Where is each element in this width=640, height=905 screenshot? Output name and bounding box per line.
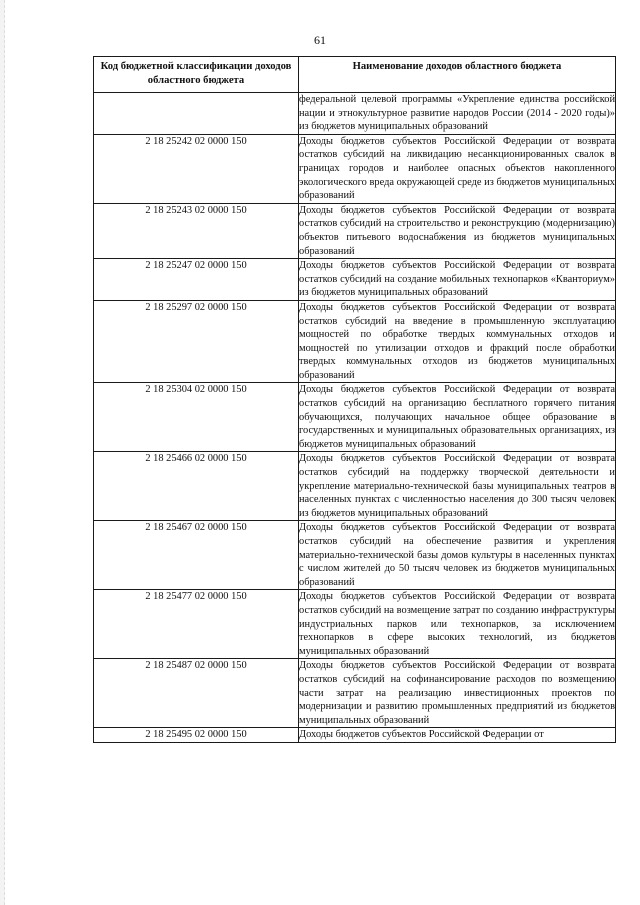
table-row [94,203,616,258]
table-row [94,452,616,521]
name-cell: Доходы бюджетов субъектов Российской Федерации от возврата остатков субсидий на обеспечение развития и укрепления материально-технической базы домов культуры в населенных пунктах с числом жителей до 50 тысяч человек из бюджетов муниципальных образований [299,521,616,590]
name-cell: Доходы бюджетов субъектов Российской Федерации от возврата остатков субсидий на софинансирование расходов по возмещению части затрат на реализацию инвестиционных проектов по модернизации и развитию промышленных предприятий из бюджетов муниципальных образований [299,659,616,728]
table-row [94,93,616,135]
name-cell: Доходы бюджетов субъектов Российской Федерации от возврата остатков субсидий на организацию бесплатного горячего питания обучающихся, получающих начальное общее образование в государственных и муниципальных образовательных организациях, из бюджетов муниципальных образований [299,383,616,452]
code-cell [94,93,299,135]
name-cell: Доходы бюджетов субъектов Российской Федерации от возврата остатков субсидий на возмещение затрат по созданию инфраструктуры индустриальных парков или технопарков, за исключением технопарков в сфере высоких технологий, из бюджетов муниципальных образований [299,590,616,659]
table-row [94,300,616,383]
code-cell: 2 18 25247 02 0000 150 [94,259,299,301]
table-row [94,590,616,659]
name-cell: Доходы бюджетов субъектов Российской Федерации от возврата остатков субсидий на строительство и реконструкцию (модернизацию) объектов питьевого водоснабжения из бюджетов муниципальных образований [299,203,616,258]
header-name: Наименование доходов областного бюджета [299,57,616,93]
table-row [94,259,616,301]
name-cell: Доходы бюджетов субъектов Российской Федерации от возврата остатков субсидий на введение в промышленную эксплуатацию мощностей по обработке твердых коммунальных отходов и мощностей по утилизации отходов и фракций после обработки твердых коммунальных отходов из бюджетов муниципальных образований [299,300,616,383]
name-cell: федеральной целевой программы «Укрепление единства российской нации и этнокультурное развитие народов России (2014 - 2020 годы)» из бюджетов муниципальных образований [299,93,616,135]
code-cell: 2 18 25487 02 0000 150 [94,659,299,728]
revenue-classification-table [93,56,616,743]
name-cell: Доходы бюджетов субъектов Российской Федерации от [299,728,616,743]
table-row [94,134,616,203]
code-cell: 2 18 25297 02 0000 150 [94,300,299,383]
table-row [94,383,616,452]
page-number: 61 [314,33,326,47]
code-cell: 2 18 25304 02 0000 150 [94,383,299,452]
code-cell: 2 18 25495 02 0000 150 [94,728,299,743]
table-header-row [94,57,616,93]
code-cell: 2 18 25243 02 0000 150 [94,203,299,258]
table-row [94,728,616,743]
scan-edge [0,0,5,905]
name-cell: Доходы бюджетов субъектов Российской Федерации от возврата остатков субсидий на ликвидацию несанкционированных свалок в границах городов и наиболее опасных объектов накопленного экологического вреда окружающей среде из бюджетов муниципальных образований [299,134,616,203]
code-cell: 2 18 25242 02 0000 150 [94,134,299,203]
name-cell: Доходы бюджетов субъектов Российской Федерации от возврата остатков субсидий на создание мобильных технопарков «Кванториум» из бюджетов муниципальных образований [299,259,616,301]
code-cell: 2 18 25466 02 0000 150 [94,452,299,521]
header-code: Код бюджетной классификации доходов областного бюджета [94,57,299,93]
code-cell: 2 18 25477 02 0000 150 [94,590,299,659]
code-cell: 2 18 25467 02 0000 150 [94,521,299,590]
table-row [94,521,616,590]
table-row [94,659,616,728]
name-cell: Доходы бюджетов субъектов Российской Федерации от возврата остатков субсидий на поддержку творческой деятельности и укрепление материально-технической базы муниципальных театров в населенных пунктах с численностью населения до 300 тысяч человек из бюджетов муниципальных образований [299,452,616,521]
